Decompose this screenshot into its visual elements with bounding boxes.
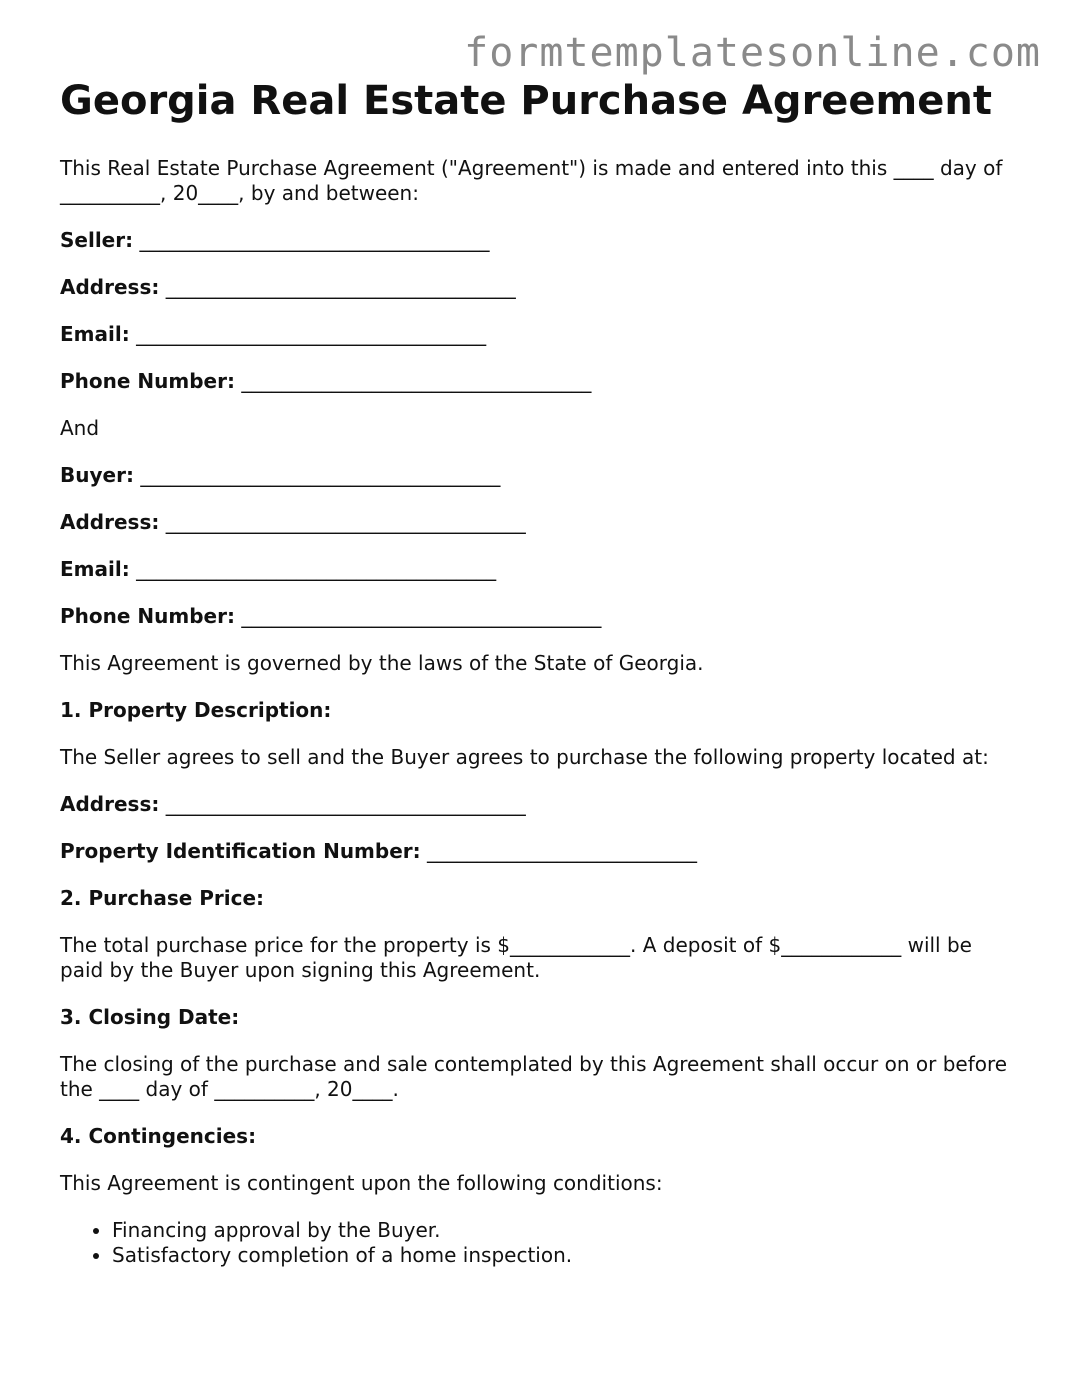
and-text: And	[60, 416, 100, 440]
buyer-email-row	[60, 557, 1020, 582]
seller-name-row	[60, 228, 1020, 253]
seller-email-row	[60, 322, 1020, 347]
price-heading: 2. Purchase Price:	[60, 886, 265, 910]
buyer-phone-label: Phone Number:	[60, 604, 235, 628]
buyer-name-label: Buyer:	[60, 463, 134, 487]
seller-name-blank: ___________________________________	[139, 228, 490, 252]
list-item: • Satisfactory completion of a home inspection.	[112, 1243, 1020, 1268]
seller-address-blank: ___________________________________	[165, 275, 516, 299]
seller-email-label: Email:	[60, 322, 130, 346]
list-item: • Financing approval by the Buyer.	[112, 1218, 1020, 1243]
governing-law: This Agreement is governed by the laws of the State of Georgia.	[60, 651, 704, 675]
seller-email-blank: ___________________________________	[136, 322, 487, 346]
closing-text: The closing of the purchase and sale contemplated by this Agreement shall occur on or before the ____ day of __________, 20____.	[60, 1052, 1008, 1101]
buyer-phone-row	[60, 604, 1020, 629]
intro-paragraph: This Real Estate Purchase Agreement ("Agreement") is made and entered into this ____ day of __________, 20____, by and between:	[60, 156, 1003, 205]
seller-name-label: Seller:	[60, 228, 134, 252]
seller-address-label: Address:	[60, 275, 160, 299]
property-heading: 1. Property Description:	[60, 698, 332, 722]
buyer-address-row	[60, 510, 1020, 535]
buyer-email-label: Email:	[60, 557, 130, 581]
contingencies-text: This Agreement is contingent upon the following conditions:	[60, 1171, 663, 1195]
watermark: formtemplatesonline.com	[464, 30, 1041, 76]
property-address-row	[60, 792, 1020, 817]
seller-phone-row	[60, 369, 1020, 394]
contingencies-list	[60, 1218, 1020, 1268]
closing-heading: 3. Closing Date:	[60, 1005, 240, 1029]
property-address-label: Address:	[60, 792, 160, 816]
buyer-name-row	[60, 463, 1020, 488]
buyer-address-blank: ____________________________________	[165, 510, 526, 534]
seller-address-row	[60, 275, 1020, 300]
property-pin-row	[60, 839, 1020, 864]
contingencies-heading: 4. Contingencies:	[60, 1124, 257, 1148]
property-pin-label: Property Identification Number:	[60, 839, 421, 863]
property-pin-blank: ___________________________	[427, 839, 697, 863]
property-text: The Seller agrees to sell and the Buyer agrees to purchase the following property located at:	[60, 745, 989, 769]
buyer-email-blank: ____________________________________	[136, 557, 497, 581]
document-title: Georgia Real Estate Purchase Agreement	[60, 78, 992, 124]
buyer-name-blank: ____________________________________	[140, 463, 501, 487]
seller-phone-label: Phone Number:	[60, 369, 235, 393]
price-text: The total purchase price for the property is $____________. A deposit of $____________ will be paid by the Buyer upon signing this Agreement.	[60, 933, 972, 982]
seller-phone-blank: ___________________________________	[241, 369, 592, 393]
buyer-address-label: Address:	[60, 510, 160, 534]
document-page	[60, 76, 1020, 1268]
buyer-phone-blank: ____________________________________	[241, 604, 602, 628]
property-address-blank: ____________________________________	[165, 792, 526, 816]
